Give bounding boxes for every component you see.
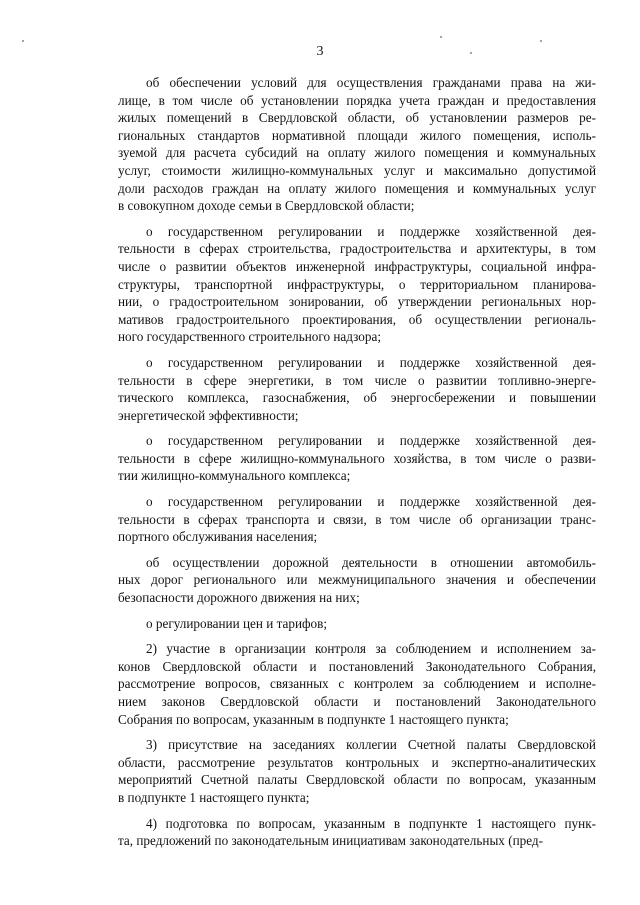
scan-speck	[540, 40, 542, 42]
text-line: тии жилищно-коммунального комплекса;	[118, 468, 351, 484]
paragraph	[118, 615, 596, 633]
text-line: безопасности дорожного движения на них;	[118, 590, 360, 606]
paragraph	[118, 815, 596, 850]
text-line: ного государственного строительного надзора;	[118, 329, 381, 345]
text-line: о государственном регулировании и поддержке хозяйственной дея-	[146, 494, 596, 510]
text-line: о государственном регулировании и поддержке хозяйственной дея-	[146, 433, 596, 449]
text-line: 3) присутствие на заседаниях коллегии Счетной палаты Свердловской	[146, 737, 596, 753]
text-line: ных дорог регионального или межмуниципального значения и обеспечении	[118, 572, 596, 588]
text-line: в подпункте 1 настоящего пункта;	[118, 789, 310, 805]
text-line: мероприятий Счетной палаты Свердловской области по вопросам, указанным	[118, 772, 596, 788]
text-line: тельности в сфере жилищно-коммунального хозяйства, в том числе о разви-	[118, 450, 596, 466]
scan-speck	[22, 40, 24, 42]
text-line: о регулировании цен и тарифов;	[146, 615, 328, 631]
text-line: числе о развитии объектов инженерной инфраструктуры, социальной инфра-	[118, 258, 596, 274]
text-line: в совокупном доходе семьи в Свердловской области;	[118, 198, 415, 214]
page-number: 3	[316, 44, 324, 59]
text-line: зуемой для расчета субсидий на оплату жилого помещения и коммунальных	[118, 145, 596, 161]
text-line: области, рассмотрение результатов контрольных и экспертно-аналитических	[118, 754, 596, 770]
text-line: нием законов Свердловской области и постановлений Законодательного	[118, 694, 596, 709]
paragraph	[118, 432, 596, 485]
text-line: доли расходов граждан на оплату жилого помещения и коммунальных услуг	[118, 180, 596, 196]
text-line: об обеспечении условий для осуществления гражданами права на жи-	[146, 75, 596, 90]
text-line: нии, о градостроительном зонировании, об утверждении региональных нор-	[118, 294, 596, 310]
text-line: жилых помещений в Свердловской области, об установлении размеров ре-	[118, 110, 596, 126]
text-line: гиональных стандартов нормативной площади жилого помещения, исполь-	[118, 127, 596, 143]
paragraph	[118, 354, 596, 424]
paragraph	[118, 223, 596, 346]
text-line: структуры, транспортной инфраструктуры, о территориальном планирова-	[118, 276, 596, 292]
paragraph	[118, 640, 596, 728]
text-line: конов Свердловской области и постановлений Законодательного Собрания,	[118, 658, 596, 674]
text-line: 2) участие в организации контроля за соблюдением и исполнением за-	[146, 641, 596, 657]
text-line: тельности в сферах транспорта и связи, в том числе об организации транс-	[118, 511, 596, 527]
text-line: та, предложений по законодательным инициативам законодательных (пред-	[118, 833, 544, 849]
text-line: тического комплекса, газоснабжения, об энергосбережении и повышении	[118, 390, 596, 406]
text-line: 4) подготовка по вопросам, указанным в подпункте 1 настоящего пунк-	[146, 815, 596, 831]
text-line: об осуществлении дорожной деятельности в отношении автомобиль-	[146, 554, 596, 570]
text-line: о государственном регулировании и поддержке хозяйственной дея-	[146, 223, 596, 239]
text-line: услуг, стоимости жилищно-коммунальных услуг и максимально допустимой	[118, 162, 596, 178]
paragraph	[118, 493, 596, 546]
text-line: о государственном регулировании и поддержке хозяйственной дея-	[146, 354, 596, 370]
text-line: тельности в сферах строительства, градостроительства и архитектуры, в том	[118, 241, 596, 257]
document-body	[118, 74, 596, 858]
scan-speck	[470, 52, 472, 54]
paragraph	[118, 74, 596, 215]
text-line: мативов градостроительного проектирования, об осуществлении региональ-	[118, 311, 596, 327]
text-line: энергетической эффективности;	[118, 407, 299, 423]
paragraph	[118, 736, 596, 806]
text-line: портного обслуживания населения;	[118, 529, 318, 545]
text-line: тельности в сфере энергетики, в том числе о развитии топливно-энерге-	[118, 372, 596, 388]
scan-speck	[440, 36, 442, 38]
text-line: Собрания по вопросам, указанным в подпункте 1 настоящего пункта;	[118, 711, 509, 727]
paragraph	[118, 554, 596, 607]
text-line: рассмотрение вопросов, связанных с контролем за соблюдением и исполне-	[118, 676, 596, 692]
text-line: лище, в том числе об установлении порядка учета граждан и предоставления	[118, 92, 596, 108]
